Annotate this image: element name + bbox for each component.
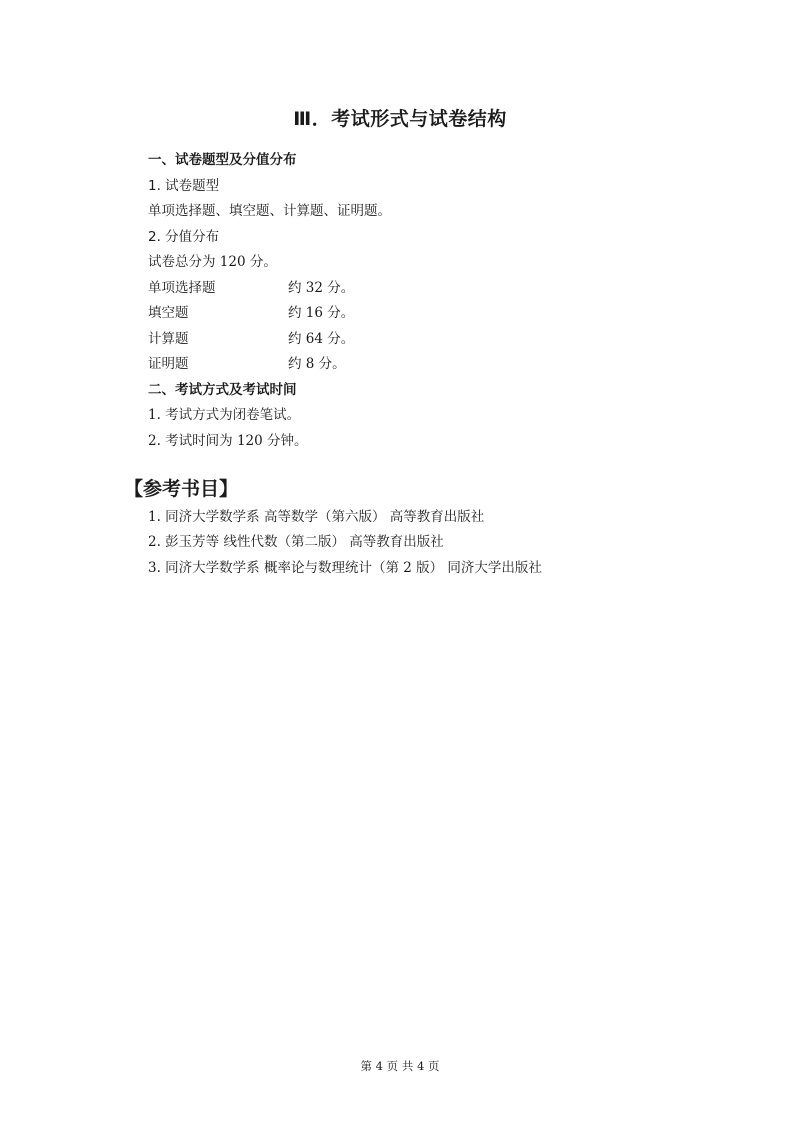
- score-type-name: 计算题: [148, 331, 189, 347]
- reference-item: 3. 同济大学数学系 概率论与数理统计（第 2 版） 同济大学出版社: [148, 560, 542, 576]
- item1-label: 1. 试卷题型: [148, 178, 220, 194]
- score-row: [148, 327, 448, 347]
- total-score-text: 试卷总分为 120 分。: [148, 254, 277, 270]
- page-footer: 第 4 页 共 4 页: [360, 1059, 440, 1073]
- score-value: 约 32 分。: [288, 280, 355, 296]
- score-row: [148, 301, 448, 321]
- references-heading: 【参考书目】: [124, 478, 239, 500]
- page-title: Ⅲ．考试形式与试卷结构: [293, 108, 507, 130]
- item2-label: 2. 分值分布: [148, 229, 220, 245]
- section2-heading: 二、考试方式及考试时间: [148, 382, 297, 398]
- exam-method-item: 1. 考试方式为闭卷笔试。: [148, 407, 301, 423]
- score-value: 约 16 分。: [288, 305, 355, 321]
- score-row: [148, 352, 448, 372]
- score-value: 约 8 分。: [288, 356, 346, 372]
- score-type-name: 证明题: [148, 356, 189, 372]
- reference-item: 2. 彭玉芳等 线性代数（第二版） 高等教育出版社: [148, 534, 444, 550]
- exam-time-item: 2. 考试时间为 120 分钟。: [148, 433, 308, 449]
- score-row: [148, 276, 448, 296]
- score-type-name: 单项选择题: [148, 280, 216, 296]
- score-type-name: 填空题: [148, 305, 189, 321]
- reference-item: 1. 同济大学数学系 高等数学（第六版） 高等教育出版社: [148, 509, 485, 525]
- item1-text: 单项选择题、填空题、计算题、证明题。: [148, 203, 391, 219]
- section1-heading: 一、试卷题型及分值分布: [148, 152, 297, 168]
- score-value: 约 64 分。: [288, 331, 355, 347]
